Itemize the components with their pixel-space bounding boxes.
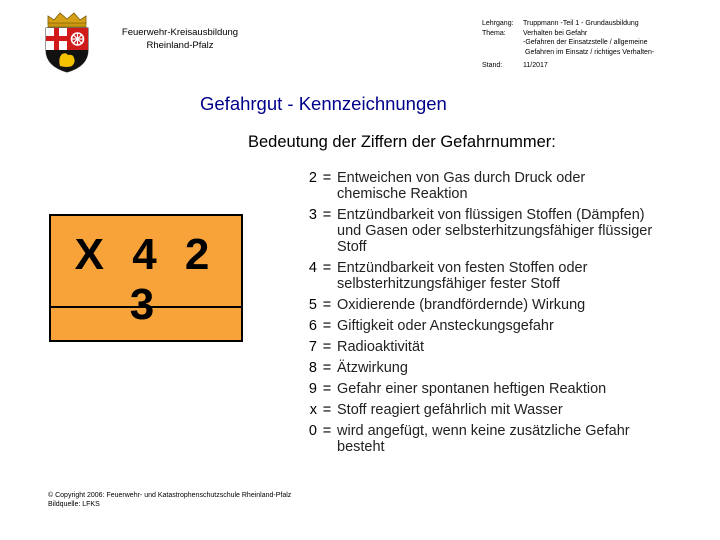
legend-key: 2 <box>308 170 317 186</box>
legend-description-line: Stoff <box>337 239 367 255</box>
legend-row <box>280 423 700 455</box>
footer <box>48 491 291 509</box>
legend-row <box>280 318 700 334</box>
legend-row <box>280 170 700 202</box>
legend-row <box>280 297 700 313</box>
footer-source: Bildquelle: LFKS <box>48 501 100 508</box>
legend-description <box>337 318 700 334</box>
legend-description-line: besteht <box>337 439 385 455</box>
legend-description-line: Oxidierende (brandfördernde) Wirkung <box>337 297 586 313</box>
legend-row <box>280 207 700 255</box>
legend-key: x <box>309 402 317 418</box>
legend-key: 0 <box>308 423 317 439</box>
legend-description-line: Gefahr einer spontanen heftigen Reaktion <box>337 381 607 397</box>
header-values <box>523 19 703 57</box>
legend-equals: = <box>322 170 332 186</box>
value-lehrgang: Truppmann -Teil 1 - Grundausbildung <box>523 20 639 27</box>
organization-name <box>100 26 260 52</box>
legend-equals: = <box>322 423 332 439</box>
legend-row <box>280 260 700 292</box>
legend-key: 6 <box>308 318 317 334</box>
digit-legend <box>280 170 700 460</box>
value-thema-1: Verhalten bei Gefahr <box>523 29 588 37</box>
legend-description-line: selbsterhitzungsfähiger fester Stoff <box>337 276 560 292</box>
legend-key: 9 <box>308 381 317 397</box>
legend-description-line: Entweichen von Gas durch Druck oder <box>337 170 586 186</box>
label-thema: Thema: <box>482 29 506 37</box>
hazard-plate <box>49 214 243 342</box>
legend-equals: = <box>322 339 332 355</box>
footer-copyright: © Copyright 2006: Feuerwehr- und Katastrophenschutzschule Rheinland-Pfalz <box>48 492 292 499</box>
legend-row <box>280 339 700 355</box>
label-lehrgang: Lehrgang: <box>482 20 514 27</box>
legend-equals: = <box>322 381 332 397</box>
legend-description-line: Giftigkeit oder Ansteckungsgefahr <box>337 318 554 334</box>
legend-description <box>337 339 700 355</box>
org-line-2: Rheinland-Pfalz <box>146 40 214 51</box>
value-thema-2: -Gefahren der Einsatzstelle / allgemeine <box>523 39 648 47</box>
legend-row <box>280 360 700 376</box>
page-title: Gefahrgut - Kennzeichnungen <box>200 93 447 114</box>
legend-key: 4 <box>308 260 317 276</box>
org-line-1: Feuerwehr-Kreisausbildung <box>121 27 239 38</box>
legend-description-line: Entzündbarkeit von festen Stoffen oder <box>337 260 588 276</box>
legend-description-line: Stoff reagiert gefährlich mit Wasser <box>337 402 563 418</box>
hazard-number: X 4 2 3 <box>74 230 218 329</box>
legend-description-line: Entzündbarkeit von flüssigen Stoffen (Dämpfen) <box>337 207 645 223</box>
legend-description <box>337 170 700 202</box>
legend-description <box>337 402 700 418</box>
legend-description-line: Radioaktivität <box>337 339 425 355</box>
legend-description-line: wird angefügt, wenn keine zusätzliche Gefahr <box>337 423 630 439</box>
legend-description <box>337 360 700 376</box>
legend-description-line: chemische Reaktion <box>337 186 468 202</box>
legend-description <box>337 297 700 313</box>
legend-description-line: Ätzwirkung <box>337 360 408 376</box>
legend-equals: = <box>322 297 332 313</box>
legend-equals: = <box>322 402 332 418</box>
legend-description-line: und Gasen oder selbsterhitzungsfähiger flüssiger <box>337 223 653 239</box>
label-stand: Stand: <box>482 62 503 69</box>
legend-key: 8 <box>308 360 317 376</box>
legend-description <box>337 423 700 455</box>
legend-row <box>280 402 700 418</box>
legend-description <box>337 260 700 292</box>
header-labels <box>482 19 514 38</box>
page-subtitle: Bedeutung der Ziffern der Gefahrnummer: <box>248 133 556 151</box>
legend-key: 5 <box>308 297 317 313</box>
value-thema-3: Gefahren im Einsatz / richtiges Verhalten- <box>525 48 655 56</box>
legend-equals: = <box>322 207 332 223</box>
legend-row <box>280 381 700 397</box>
legend-key: 7 <box>308 339 317 355</box>
legend-equals: = <box>322 318 332 334</box>
value-stand: 11/2017 <box>523 62 548 69</box>
legend-description <box>337 207 700 255</box>
legend-equals: = <box>322 360 332 376</box>
plate-divider <box>51 306 241 308</box>
coat-of-arms-icon <box>40 10 94 74</box>
legend-description <box>337 381 700 397</box>
legend-key: 3 <box>308 207 317 223</box>
legend-equals: = <box>322 260 332 276</box>
